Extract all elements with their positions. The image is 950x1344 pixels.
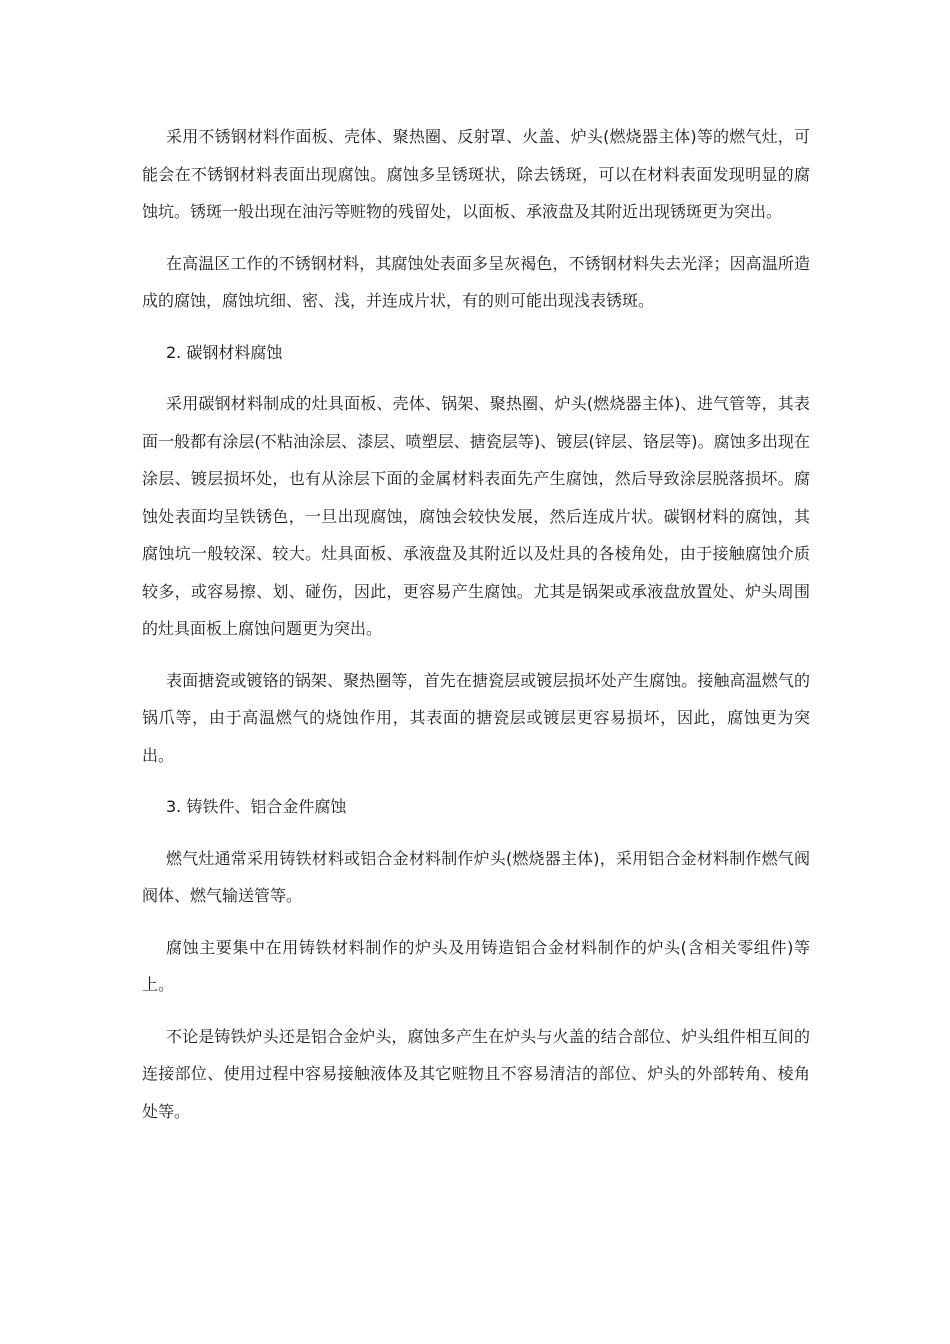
paragraph-corrosion-concentration: 腐蚀主要集中在用铸铁材料制作的炉头及用铸造铝合金材料制作的炉头(含相关零组件)等上。 <box>142 937 810 994</box>
paragraph-burner-materials: 燃气灶通常采用铸铁材料或铝合金材料制作炉头(燃烧器主体)，采用铝合金材料制作燃气阀阀体、燃气输送管等。 <box>142 848 810 905</box>
section-heading-carbon-steel: 2. 碳钢材料腐蚀 <box>166 342 283 362</box>
document-body <box>142 118 810 1144</box>
paragraph-corrosion-locations: 不论是铸铁炉头还是铝合金炉头，腐蚀多产生在炉头与火盖的结合部位、炉头组件相互间的连接部位、使用过程中容易接触液体及其它赃物且不容易清洁的部位、炉头的外部转角、棱角处等。 <box>142 1026 810 1121</box>
section-heading-cast-iron-aluminum: 3. 铸铁件、铝合金件腐蚀 <box>166 797 347 816</box>
paragraph-carbon-steel-corrosion: 采用碳钢材料制成的灶具面板、壳体、锅架、聚热圈、炉头(燃烧器主体)、进气管等，其表面一般都有涂层(不粘油涂层、漆层、喷塑层、搪瓷层等)、镀层(锌层、铬层等)。腐蚀多出现在涂层、镀层损坏处，也有从涂层下面的金属材料表面先产生腐蚀，然后导致涂层脱落损坏。腐蚀处表面均呈铁锈色，一旦出现腐蚀，腐蚀会较快发展，然后连成片状。碳钢材料的腐蚀，其腐蚀坑一般较深、较大。灶具面板、承液盘及其附近以及灶具的各棱角处，由于接触腐蚀介质较多，或容易擦、划、碰伤，因此，更容易产生腐蚀。尤其是锅架或承液盘放置处、炉头周围的灶具面板上腐蚀问题更为突出。 <box>142 394 810 638</box>
paragraph-stainless-steel-corrosion: 采用不锈钢材料作面板、壳体、聚热圈、反射罩、火盖、炉头(燃烧器主体)等的燃气灶，可能会在不锈钢材料表面出现腐蚀。腐蚀多呈锈斑状，除去锈斑，可以在材料表面发现明显的腐蚀坑。锈斑一般出现在油污等赃物的残留处，以面板、承液盘及其附近出现锈斑更为突出。 <box>142 127 810 221</box>
paragraph-enamel-chrome-corrosion: 表面搪瓷或镀铬的锅架、聚热圈等，首先在搪瓷层或镀层损坏处产生腐蚀。接触高温燃气的锅爪等，由于高温燃气的烧蚀作用，其表面的搪瓷层或镀层更容易损坏，因此，腐蚀更为突出。 <box>142 670 810 765</box>
paragraph-high-temperature-corrosion: 在高温区工作的不锈钢材料，其腐蚀处表面多呈灰褐色，不锈钢材料失去光泽；因高温所造成的腐蚀，腐蚀坑细、密、浅，并连成片状，有的则可能出现浅表锈斑。 <box>142 253 810 310</box>
